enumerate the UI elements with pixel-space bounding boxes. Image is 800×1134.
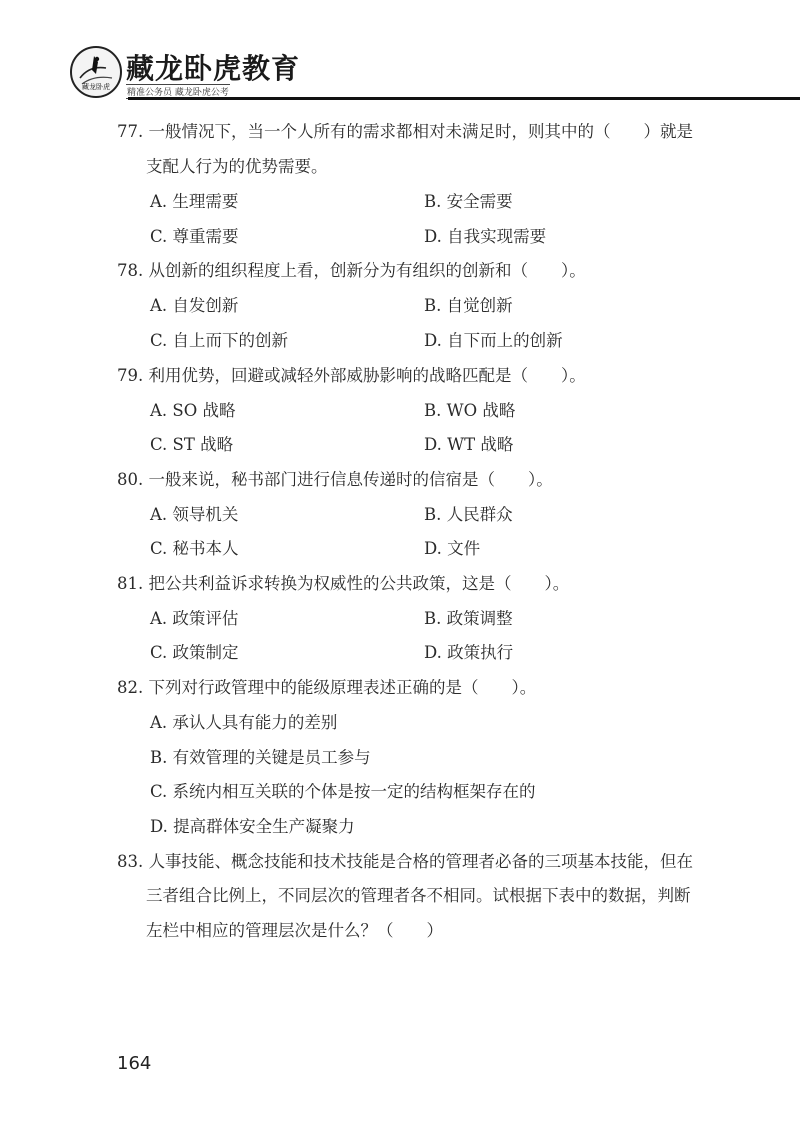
option-a: A. 承认人具有能力的差别: [150, 713, 338, 732]
option-c: C. 尊重需要: [150, 227, 239, 246]
option-c: C. 秘书本人: [150, 539, 239, 558]
header-divider: [128, 97, 800, 100]
question-text-continued: 左栏中相应的管理层次是什么？（ ）: [146, 921, 443, 940]
option-a: A. 自发创新: [150, 296, 239, 315]
option-b: B. 有效管理的关键是员工参与: [150, 748, 371, 767]
question-text: 利用优势，回避或减轻外部威胁影响的战略匹配是（ ）。: [148, 366, 586, 385]
question-78: [117, 257, 586, 281]
question-text: 从创新的组织程度上看，创新分为有组织的创新和（ ）。: [148, 261, 586, 280]
page-header: [0, 0, 800, 110]
option-d: D. 政策执行: [424, 643, 514, 662]
option-d: D. 文件: [424, 539, 481, 558]
question-number: 78.: [117, 261, 144, 280]
option-a: A. SO 战略: [150, 401, 236, 420]
question-text: 把公共利益诉求转换为权威性的公共政策，这是（ ）。: [148, 574, 570, 593]
logo-caption: 藏龙卧虎: [82, 83, 110, 91]
question-text-continued: 三者组合比例上，不同层次的管理者各不相同。试根据下表中的数据，判断: [146, 886, 691, 905]
question-number: 83.: [117, 852, 144, 871]
brand-title: 藏龙卧虎教育: [126, 52, 301, 85]
page-number: 164: [117, 1053, 152, 1074]
question-81: [117, 570, 569, 594]
question-text-continued: 支配人行为的优势需要。: [146, 157, 328, 176]
question-number: 77.: [117, 122, 144, 141]
question-82: [117, 674, 536, 698]
option-b: B. WO 战略: [424, 401, 516, 420]
option-b: B. 安全需要: [424, 192, 513, 211]
option-b: B. 人民群众: [424, 505, 513, 524]
option-d: D. WT 战略: [424, 435, 514, 454]
option-b: B. 政策调整: [424, 609, 513, 628]
question-80: [117, 466, 553, 490]
question-79: [117, 362, 586, 386]
question-text: 一般来说，秘书部门进行信息传递时的信宿是（ ）。: [148, 470, 553, 489]
option-a: A. 生理需要: [150, 192, 239, 211]
option-a: A. 领导机关: [150, 505, 239, 524]
option-c: C. ST 战略: [150, 435, 234, 454]
question-83: [117, 848, 693, 872]
option-c: C. 政策制定: [150, 643, 239, 662]
question-text: 一般情况下，当一个人所有的需求都相对未满足时，则其中的（ ）就是: [148, 122, 693, 141]
question-number: 80.: [117, 470, 144, 489]
brand-logo: [70, 46, 122, 98]
question-text: 下列对行政管理中的能级原理表述正确的是（ ）。: [148, 678, 537, 697]
brand-subtitle: 精准公务员 藏龙卧虎公考: [126, 84, 230, 99]
option-c: C. 系统内相互关联的个体是按一定的结构框架存在的: [150, 782, 536, 801]
option-d: D. 自我实现需要: [424, 227, 547, 246]
option-d: D. 自下而上的创新: [424, 331, 563, 350]
option-a: A. 政策评估: [150, 609, 239, 628]
option-b: B. 自觉创新: [424, 296, 513, 315]
question-number: 79.: [117, 366, 144, 385]
option-d: D. 提高群体安全生产凝聚力: [150, 817, 355, 836]
question-text: 人事技能、概念技能和技术技能是合格的管理者必备的三项基本技能，但在: [148, 852, 693, 871]
option-c: C. 自上而下的创新: [150, 331, 289, 350]
question-number: 82.: [117, 678, 144, 697]
question-77: [117, 118, 693, 142]
question-number: 81.: [117, 574, 144, 593]
